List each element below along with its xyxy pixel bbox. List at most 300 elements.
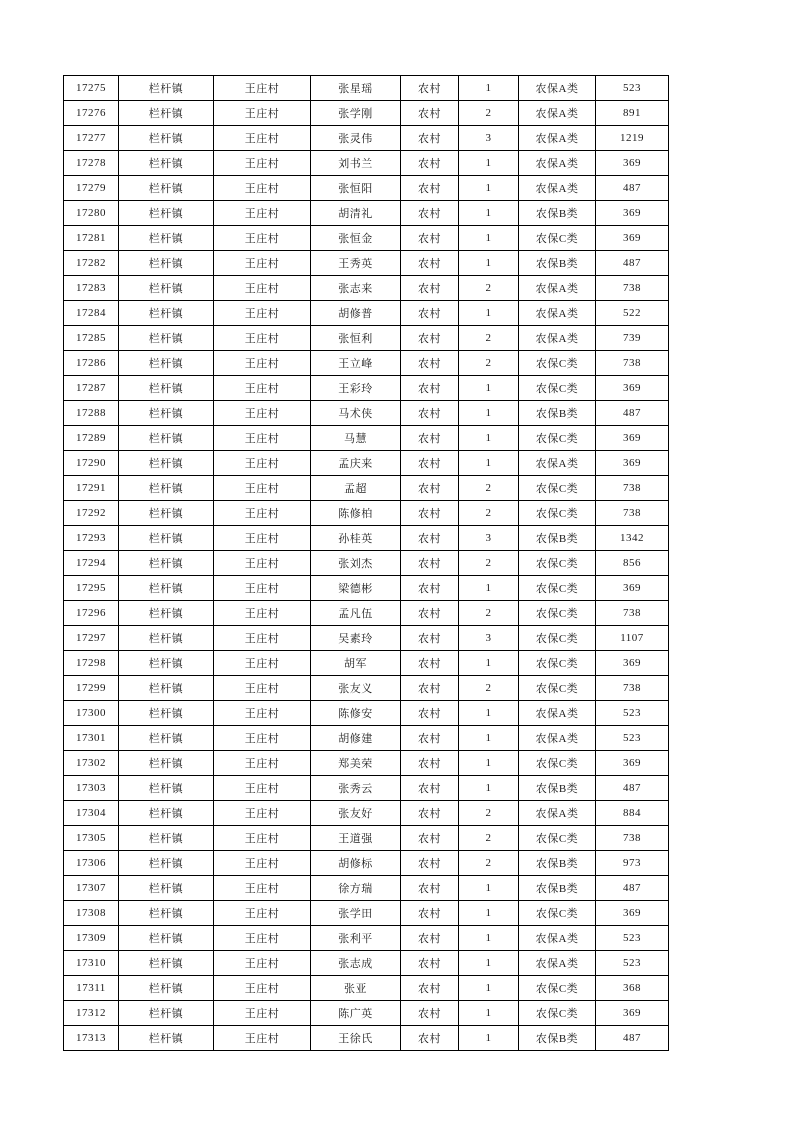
cell-category: 农保A类	[519, 76, 596, 101]
cell-name: 孙桂英	[311, 526, 401, 551]
cell-village: 王庄村	[214, 676, 311, 701]
cell-persons: 3	[459, 126, 519, 151]
table-row	[64, 301, 669, 326]
cell-village: 王庄村	[214, 1026, 311, 1051]
cell-residence: 农村	[401, 1001, 459, 1026]
cell-name: 张友义	[311, 676, 401, 701]
cell-village: 王庄村	[214, 476, 311, 501]
cell-amount: 369	[596, 151, 669, 176]
table-row	[64, 976, 669, 1001]
cell-name: 张恒金	[311, 226, 401, 251]
cell-town: 栏杆镇	[119, 326, 214, 351]
cell-village: 王庄村	[214, 376, 311, 401]
cell-category: 农保C类	[519, 601, 596, 626]
cell-name: 陈广英	[311, 1001, 401, 1026]
cell-persons: 1	[459, 301, 519, 326]
cell-amount: 369	[596, 1001, 669, 1026]
cell-village: 王庄村	[214, 301, 311, 326]
cell-id: 17276	[64, 101, 119, 126]
cell-name: 郑美荣	[311, 751, 401, 776]
cell-id: 17279	[64, 176, 119, 201]
cell-residence: 农村	[401, 201, 459, 226]
cell-village: 王庄村	[214, 801, 311, 826]
table-row	[64, 576, 669, 601]
cell-persons: 2	[459, 801, 519, 826]
cell-category: 农保C类	[519, 226, 596, 251]
cell-town: 栏杆镇	[119, 801, 214, 826]
cell-category: 农保B类	[519, 776, 596, 801]
cell-persons: 1	[459, 1026, 519, 1051]
cell-village: 王庄村	[214, 426, 311, 451]
cell-village: 王庄村	[214, 76, 311, 101]
cell-town: 栏杆镇	[119, 476, 214, 501]
cell-residence: 农村	[401, 801, 459, 826]
cell-category: 农保B类	[519, 251, 596, 276]
cell-town: 栏杆镇	[119, 851, 214, 876]
table-row	[64, 626, 669, 651]
cell-town: 栏杆镇	[119, 876, 214, 901]
cell-category: 农保C类	[519, 651, 596, 676]
cell-persons: 2	[459, 351, 519, 376]
cell-town: 栏杆镇	[119, 301, 214, 326]
cell-village: 王庄村	[214, 551, 311, 576]
cell-name: 王立峰	[311, 351, 401, 376]
cell-residence: 农村	[401, 626, 459, 651]
cell-id: 17291	[64, 476, 119, 501]
cell-residence: 农村	[401, 101, 459, 126]
cell-town: 栏杆镇	[119, 826, 214, 851]
cell-residence: 农村	[401, 1026, 459, 1051]
table-row	[64, 676, 669, 701]
cell-id: 17312	[64, 1001, 119, 1026]
cell-id: 17303	[64, 776, 119, 801]
table-row	[64, 451, 669, 476]
cell-amount: 487	[596, 776, 669, 801]
cell-town: 栏杆镇	[119, 376, 214, 401]
cell-town: 栏杆镇	[119, 751, 214, 776]
cell-persons: 2	[459, 851, 519, 876]
cell-village: 王庄村	[214, 951, 311, 976]
cell-town: 栏杆镇	[119, 901, 214, 926]
cell-id: 17310	[64, 951, 119, 976]
table-row	[64, 176, 669, 201]
cell-amount: 738	[596, 826, 669, 851]
cell-town: 栏杆镇	[119, 651, 214, 676]
cell-category: 农保C类	[519, 826, 596, 851]
table-row	[64, 426, 669, 451]
cell-persons: 2	[459, 101, 519, 126]
cell-persons: 1	[459, 426, 519, 451]
cell-category: 农保A类	[519, 701, 596, 726]
cell-village: 王庄村	[214, 826, 311, 851]
table-row	[64, 726, 669, 751]
cell-persons: 1	[459, 951, 519, 976]
cell-persons: 1	[459, 976, 519, 1001]
cell-id: 17282	[64, 251, 119, 276]
cell-amount: 522	[596, 301, 669, 326]
cell-residence: 农村	[401, 176, 459, 201]
cell-id: 17289	[64, 426, 119, 451]
cell-name: 张灵伟	[311, 126, 401, 151]
cell-village: 王庄村	[214, 101, 311, 126]
cell-id: 17305	[64, 826, 119, 851]
cell-residence: 农村	[401, 126, 459, 151]
cell-residence: 农村	[401, 601, 459, 626]
table-row	[64, 226, 669, 251]
cell-persons: 1	[459, 151, 519, 176]
cell-amount: 523	[596, 701, 669, 726]
cell-id: 17301	[64, 726, 119, 751]
cell-name: 马慧	[311, 426, 401, 451]
cell-town: 栏杆镇	[119, 601, 214, 626]
cell-category: 农保C类	[519, 501, 596, 526]
table-row	[64, 151, 669, 176]
cell-amount: 738	[596, 351, 669, 376]
cell-village: 王庄村	[214, 151, 311, 176]
insurance-payment-table	[63, 75, 669, 1051]
cell-amount: 487	[596, 876, 669, 901]
cell-amount: 739	[596, 326, 669, 351]
cell-town: 栏杆镇	[119, 726, 214, 751]
table-row	[64, 801, 669, 826]
cell-residence: 农村	[401, 726, 459, 751]
cell-id: 17309	[64, 926, 119, 951]
cell-name: 张学田	[311, 901, 401, 926]
cell-name: 张恒利	[311, 326, 401, 351]
cell-village: 王庄村	[214, 1001, 311, 1026]
cell-category: 农保B类	[519, 876, 596, 901]
cell-village: 王庄村	[214, 501, 311, 526]
cell-amount: 369	[596, 576, 669, 601]
cell-persons: 1	[459, 726, 519, 751]
cell-category: 农保A类	[519, 726, 596, 751]
table-row	[64, 1026, 669, 1051]
cell-town: 栏杆镇	[119, 576, 214, 601]
table-row	[64, 326, 669, 351]
cell-residence: 农村	[401, 926, 459, 951]
cell-village: 王庄村	[214, 651, 311, 676]
cell-name: 王彩玲	[311, 376, 401, 401]
cell-id: 17284	[64, 301, 119, 326]
table-body	[64, 76, 669, 1051]
cell-persons: 1	[459, 776, 519, 801]
cell-residence: 农村	[401, 301, 459, 326]
cell-village: 王庄村	[214, 251, 311, 276]
cell-village: 王庄村	[214, 526, 311, 551]
cell-village: 王庄村	[214, 776, 311, 801]
cell-town: 栏杆镇	[119, 251, 214, 276]
cell-village: 王庄村	[214, 876, 311, 901]
cell-persons: 1	[459, 451, 519, 476]
table-row	[64, 401, 669, 426]
cell-persons: 2	[459, 276, 519, 301]
cell-residence: 农村	[401, 501, 459, 526]
cell-village: 王庄村	[214, 926, 311, 951]
cell-id: 17290	[64, 451, 119, 476]
table-row	[64, 126, 669, 151]
cell-village: 王庄村	[214, 126, 311, 151]
table-row	[64, 201, 669, 226]
cell-village: 王庄村	[214, 451, 311, 476]
cell-village: 王庄村	[214, 601, 311, 626]
cell-town: 栏杆镇	[119, 426, 214, 451]
cell-persons: 2	[459, 551, 519, 576]
cell-id: 17281	[64, 226, 119, 251]
cell-name: 胡清礼	[311, 201, 401, 226]
cell-category: 农保C类	[519, 976, 596, 1001]
cell-category: 农保A类	[519, 801, 596, 826]
cell-name: 张秀云	[311, 776, 401, 801]
cell-amount: 523	[596, 926, 669, 951]
cell-category: 农保B类	[519, 526, 596, 551]
cell-residence: 农村	[401, 476, 459, 501]
cell-amount: 884	[596, 801, 669, 826]
cell-residence: 农村	[401, 776, 459, 801]
cell-name: 胡军	[311, 651, 401, 676]
cell-amount: 973	[596, 851, 669, 876]
cell-id: 17306	[64, 851, 119, 876]
cell-town: 栏杆镇	[119, 1001, 214, 1026]
cell-category: 农保A类	[519, 276, 596, 301]
cell-village: 王庄村	[214, 701, 311, 726]
cell-amount: 738	[596, 276, 669, 301]
cell-town: 栏杆镇	[119, 1026, 214, 1051]
cell-name: 张星瑶	[311, 76, 401, 101]
table-row	[64, 776, 669, 801]
cell-town: 栏杆镇	[119, 201, 214, 226]
cell-id: 17280	[64, 201, 119, 226]
cell-residence: 农村	[401, 451, 459, 476]
table-row	[64, 826, 669, 851]
cell-persons: 1	[459, 251, 519, 276]
cell-id: 17302	[64, 751, 119, 776]
cell-id: 17313	[64, 1026, 119, 1051]
cell-amount: 891	[596, 101, 669, 126]
cell-persons: 1	[459, 876, 519, 901]
cell-town: 栏杆镇	[119, 926, 214, 951]
cell-id: 17296	[64, 601, 119, 626]
cell-residence: 农村	[401, 526, 459, 551]
cell-id: 17308	[64, 901, 119, 926]
cell-persons: 1	[459, 376, 519, 401]
cell-name: 马术侠	[311, 401, 401, 426]
cell-id: 17295	[64, 576, 119, 601]
cell-persons: 2	[459, 501, 519, 526]
cell-residence: 农村	[401, 276, 459, 301]
table-row	[64, 601, 669, 626]
cell-amount: 369	[596, 651, 669, 676]
cell-id: 17311	[64, 976, 119, 1001]
cell-residence: 农村	[401, 701, 459, 726]
cell-persons: 2	[459, 826, 519, 851]
cell-town: 栏杆镇	[119, 76, 214, 101]
cell-category: 农保A类	[519, 126, 596, 151]
cell-amount: 369	[596, 376, 669, 401]
cell-town: 栏杆镇	[119, 126, 214, 151]
cell-residence: 农村	[401, 851, 459, 876]
cell-id: 17297	[64, 626, 119, 651]
cell-residence: 农村	[401, 876, 459, 901]
cell-name: 王秀英	[311, 251, 401, 276]
cell-village: 王庄村	[214, 176, 311, 201]
cell-village: 王庄村	[214, 976, 311, 1001]
cell-residence: 农村	[401, 826, 459, 851]
cell-category: 农保C类	[519, 901, 596, 926]
cell-category: 农保C类	[519, 676, 596, 701]
cell-village: 王庄村	[214, 626, 311, 651]
cell-name: 张亚	[311, 976, 401, 1001]
cell-town: 栏杆镇	[119, 151, 214, 176]
cell-category: 农保A类	[519, 326, 596, 351]
cell-name: 梁德彬	[311, 576, 401, 601]
cell-id: 17275	[64, 76, 119, 101]
cell-amount: 369	[596, 451, 669, 476]
table-row	[64, 751, 669, 776]
cell-town: 栏杆镇	[119, 101, 214, 126]
cell-town: 栏杆镇	[119, 626, 214, 651]
cell-id: 17277	[64, 126, 119, 151]
cell-persons: 2	[459, 601, 519, 626]
cell-category: 农保C类	[519, 751, 596, 776]
cell-category: 农保B类	[519, 201, 596, 226]
cell-amount: 1107	[596, 626, 669, 651]
cell-amount: 487	[596, 176, 669, 201]
table-row	[64, 951, 669, 976]
cell-persons: 2	[459, 676, 519, 701]
cell-category: 农保C类	[519, 351, 596, 376]
cell-village: 王庄村	[214, 851, 311, 876]
table-row	[64, 276, 669, 301]
cell-amount: 487	[596, 251, 669, 276]
cell-village: 王庄村	[214, 726, 311, 751]
cell-id: 17299	[64, 676, 119, 701]
cell-name: 陈修柏	[311, 501, 401, 526]
cell-amount: 487	[596, 1026, 669, 1051]
cell-id: 17294	[64, 551, 119, 576]
cell-id: 17288	[64, 401, 119, 426]
cell-persons: 3	[459, 526, 519, 551]
cell-id: 17286	[64, 351, 119, 376]
cell-name: 徐方瑞	[311, 876, 401, 901]
cell-name: 王道强	[311, 826, 401, 851]
cell-residence: 农村	[401, 901, 459, 926]
table-row	[64, 1001, 669, 1026]
cell-name: 张刘杰	[311, 551, 401, 576]
cell-persons: 1	[459, 926, 519, 951]
cell-name: 张志成	[311, 951, 401, 976]
cell-name: 张友好	[311, 801, 401, 826]
cell-residence: 农村	[401, 651, 459, 676]
cell-id: 17300	[64, 701, 119, 726]
cell-town: 栏杆镇	[119, 176, 214, 201]
cell-amount: 487	[596, 401, 669, 426]
cell-id: 17283	[64, 276, 119, 301]
cell-name: 孟凡伍	[311, 601, 401, 626]
cell-residence: 农村	[401, 576, 459, 601]
cell-town: 栏杆镇	[119, 526, 214, 551]
cell-id: 17293	[64, 526, 119, 551]
cell-residence: 农村	[401, 76, 459, 101]
cell-name: 张利平	[311, 926, 401, 951]
cell-town: 栏杆镇	[119, 976, 214, 1001]
cell-id: 17307	[64, 876, 119, 901]
cell-persons: 2	[459, 326, 519, 351]
table-row	[64, 76, 669, 101]
cell-residence: 农村	[401, 251, 459, 276]
cell-amount: 523	[596, 726, 669, 751]
cell-id: 17304	[64, 801, 119, 826]
cell-town: 栏杆镇	[119, 551, 214, 576]
cell-amount: 738	[596, 476, 669, 501]
cell-town: 栏杆镇	[119, 351, 214, 376]
table-row	[64, 701, 669, 726]
cell-name: 胡修标	[311, 851, 401, 876]
table-row	[64, 851, 669, 876]
cell-village: 王庄村	[214, 901, 311, 926]
cell-town: 栏杆镇	[119, 451, 214, 476]
cell-amount: 1219	[596, 126, 669, 151]
cell-amount: 369	[596, 226, 669, 251]
cell-village: 王庄村	[214, 576, 311, 601]
cell-residence: 农村	[401, 551, 459, 576]
cell-name: 王徐氏	[311, 1026, 401, 1051]
cell-amount: 523	[596, 951, 669, 976]
cell-persons: 1	[459, 201, 519, 226]
cell-amount: 856	[596, 551, 669, 576]
cell-name: 张恒阳	[311, 176, 401, 201]
table-row	[64, 101, 669, 126]
cell-town: 栏杆镇	[119, 776, 214, 801]
cell-category: 农保C类	[519, 476, 596, 501]
cell-category: 农保C类	[519, 576, 596, 601]
cell-persons: 1	[459, 1001, 519, 1026]
cell-residence: 农村	[401, 976, 459, 1001]
cell-village: 王庄村	[214, 351, 311, 376]
cell-persons: 1	[459, 651, 519, 676]
cell-residence: 农村	[401, 326, 459, 351]
cell-town: 栏杆镇	[119, 501, 214, 526]
cell-persons: 1	[459, 751, 519, 776]
cell-village: 王庄村	[214, 201, 311, 226]
cell-amount: 369	[596, 426, 669, 451]
cell-id: 17298	[64, 651, 119, 676]
cell-name: 张学刚	[311, 101, 401, 126]
cell-village: 王庄村	[214, 276, 311, 301]
cell-town: 栏杆镇	[119, 276, 214, 301]
table-row	[64, 351, 669, 376]
cell-category: 农保A类	[519, 151, 596, 176]
cell-town: 栏杆镇	[119, 676, 214, 701]
cell-category: 农保A类	[519, 951, 596, 976]
cell-village: 王庄村	[214, 401, 311, 426]
cell-name: 孟超	[311, 476, 401, 501]
cell-category: 农保A类	[519, 176, 596, 201]
cell-residence: 农村	[401, 151, 459, 176]
cell-amount: 368	[596, 976, 669, 1001]
cell-persons: 1	[459, 176, 519, 201]
cell-persons: 1	[459, 226, 519, 251]
cell-village: 王庄村	[214, 751, 311, 776]
cell-amount: 738	[596, 601, 669, 626]
cell-category: 农保C类	[519, 426, 596, 451]
cell-category: 农保A类	[519, 451, 596, 476]
table-row	[64, 251, 669, 276]
cell-name: 吴素玲	[311, 626, 401, 651]
cell-persons: 1	[459, 76, 519, 101]
cell-name: 张志来	[311, 276, 401, 301]
cell-persons: 1	[459, 401, 519, 426]
cell-town: 栏杆镇	[119, 701, 214, 726]
